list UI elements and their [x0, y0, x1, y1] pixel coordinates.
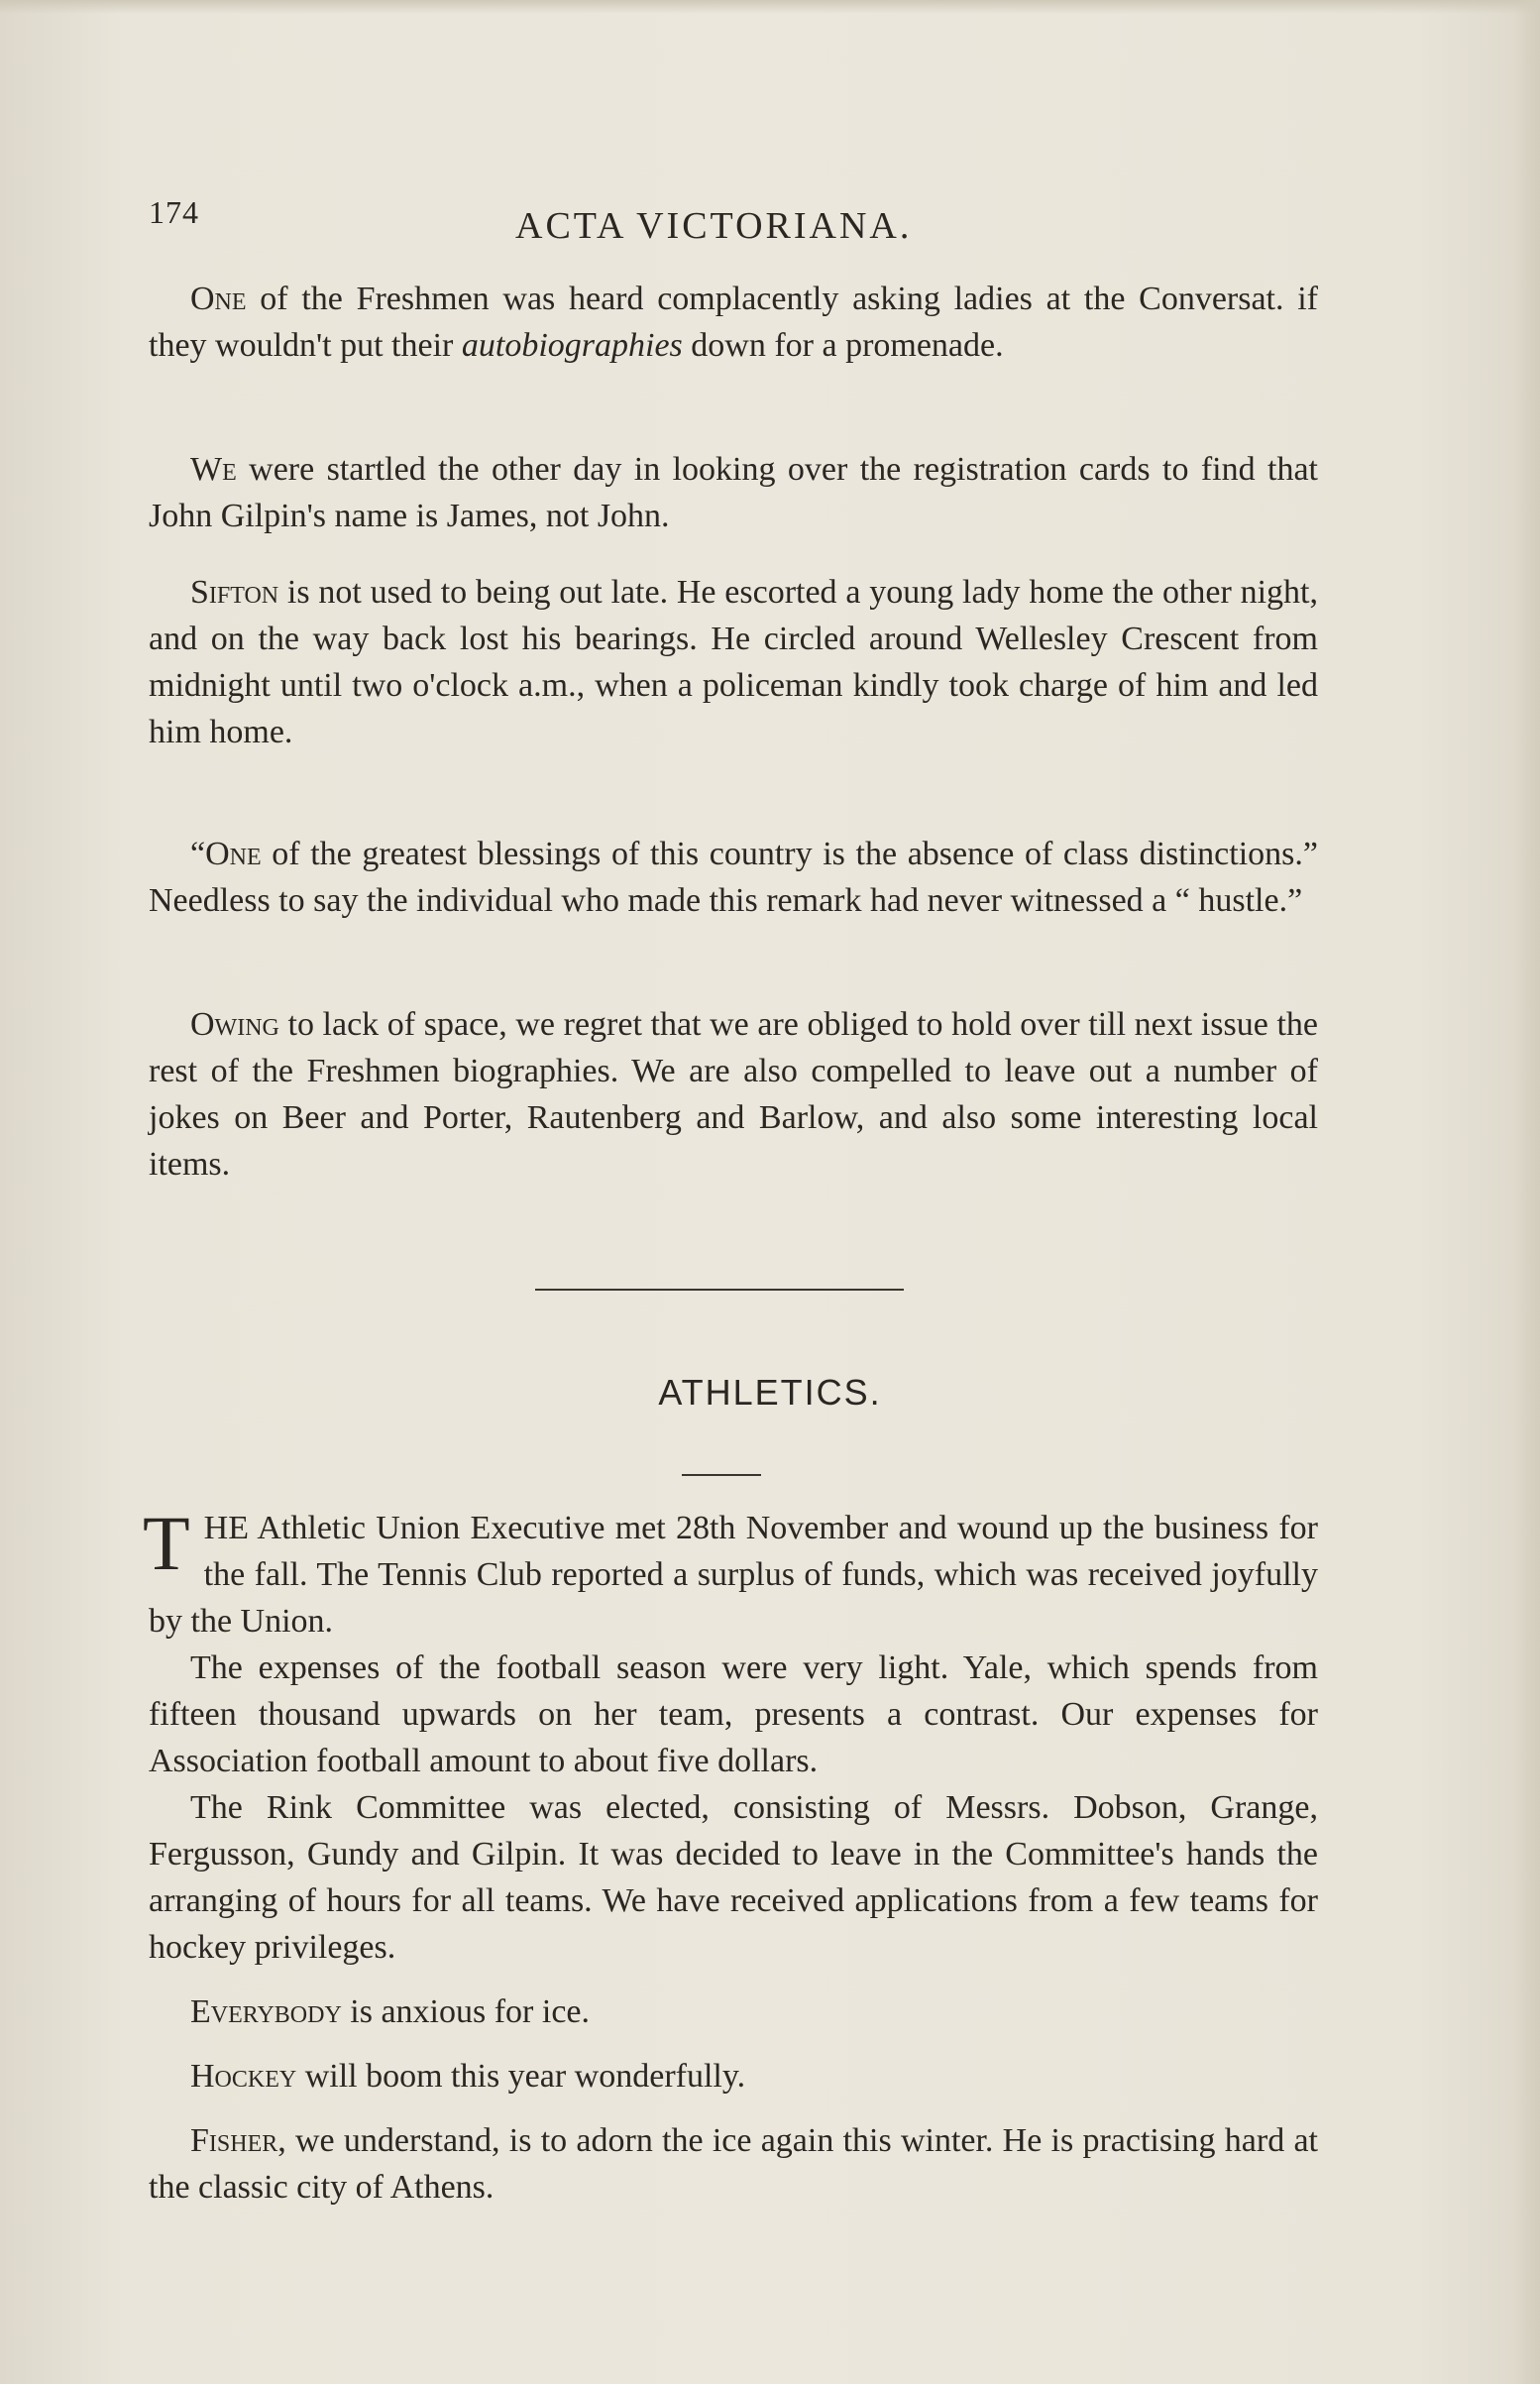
text: were startled the other day in looking over the registration cards to find that John Gilpin's name is James, not John. [149, 451, 1318, 534]
text: , we understand, is to adorn the ice again this winter. He is practising hard at the classic city of Athens. [149, 2122, 1318, 2206]
athletics-body [143, 1500, 1318, 2211]
section-title-athletics: ATHLETICS. [658, 1372, 882, 1413]
open-quote: “ [190, 836, 206, 872]
athletics-paragraph-1 [143, 1500, 1318, 1645]
athletics-paragraph-2: The expenses of the football season were very light. Yale, which spends from fifteen thousand upwards on her team, presents a contrast. Our expenses for Association football amount to about five dollars. [149, 1649, 1318, 1779]
text: will boom this year wonderfully. [296, 2058, 746, 2095]
item-sifton [149, 569, 1318, 755]
italic-word: autobiographies [461, 327, 683, 364]
text: of the Freshmen was heard complacently asking ladies at the Conversat. if they wouldn't put their [149, 281, 1318, 364]
paper-top-edge [0, 0, 1540, 14]
athletics-paragraph-5 [149, 2053, 1318, 2100]
running-head [149, 194, 1338, 254]
athletics-paragraph-4 [149, 1988, 1318, 2035]
text: is not used to being out late. He escorted a young lady home the other night, and on the way back lost his bearings. He circled around Wellesley Crescent from midnight until two o'clock a.m., when a policeman kindly took charge of him and led him home. [149, 574, 1318, 750]
lead-word: Owing [190, 1006, 279, 1043]
item-class-distinctions [149, 831, 1318, 924]
text: of the greatest blessings of this country is the absence of class distinctions.” Needless to say the individual who made this remark had never witnessed a “ hustle.” [149, 836, 1318, 919]
paragraph [149, 276, 1318, 369]
text: is anxious for ice. [341, 1993, 590, 2030]
drop-cap: T [143, 1500, 190, 1586]
item-freshmen-autobiographies [149, 276, 1318, 369]
paragraph [149, 1001, 1318, 1188]
text: to lack of space, we regret that we are obliged to hold over till next issue the rest of the Freshmen biographies. We are also compelled to leave out a number of jokes on Beer and Porter, Rautenberg and Barlow, and also some interesting local items. [149, 1006, 1318, 1183]
lead-word: One [205, 836, 262, 872]
item-registration-cards [149, 446, 1318, 539]
paragraph [149, 831, 1318, 924]
section-divider [535, 1289, 904, 1291]
item-lack-of-space [149, 1001, 1318, 1188]
lead-word: One [190, 281, 247, 317]
lead-word: We [190, 451, 237, 488]
title-underline [682, 1474, 761, 1476]
paragraph [149, 569, 1318, 755]
lead-word: Fisher [190, 2122, 278, 2159]
lead-word: Hockey [190, 2058, 297, 2095]
page-number: 174 [149, 194, 199, 230]
paragraph [149, 446, 1318, 539]
athletics-paragraph-3: The Rink Committee was elected, consisting of Messrs. Dobson, Grange, Fergusson, Gundy and Gilpin. It was decided to leave in the Committee's hands the arranging of hours for all teams. We have received applications from a few teams for hockey privileges. [149, 1789, 1318, 1966]
lead-word: Sifton [190, 574, 279, 611]
lead-word: Everybody [190, 1993, 342, 2030]
athletics-paragraph-6 [149, 2117, 1318, 2211]
journal-title: ACTA VICTORIANA. [515, 205, 913, 247]
paper-right-edge [1514, 0, 1540, 2384]
text: down for a promenade. [682, 327, 1004, 364]
text: HE Athletic Union Executive met 28th November and wound up the business for the fall. The Tennis Club reported a surplus of funds, which was received joyfully by the Union. [149, 1510, 1318, 1640]
